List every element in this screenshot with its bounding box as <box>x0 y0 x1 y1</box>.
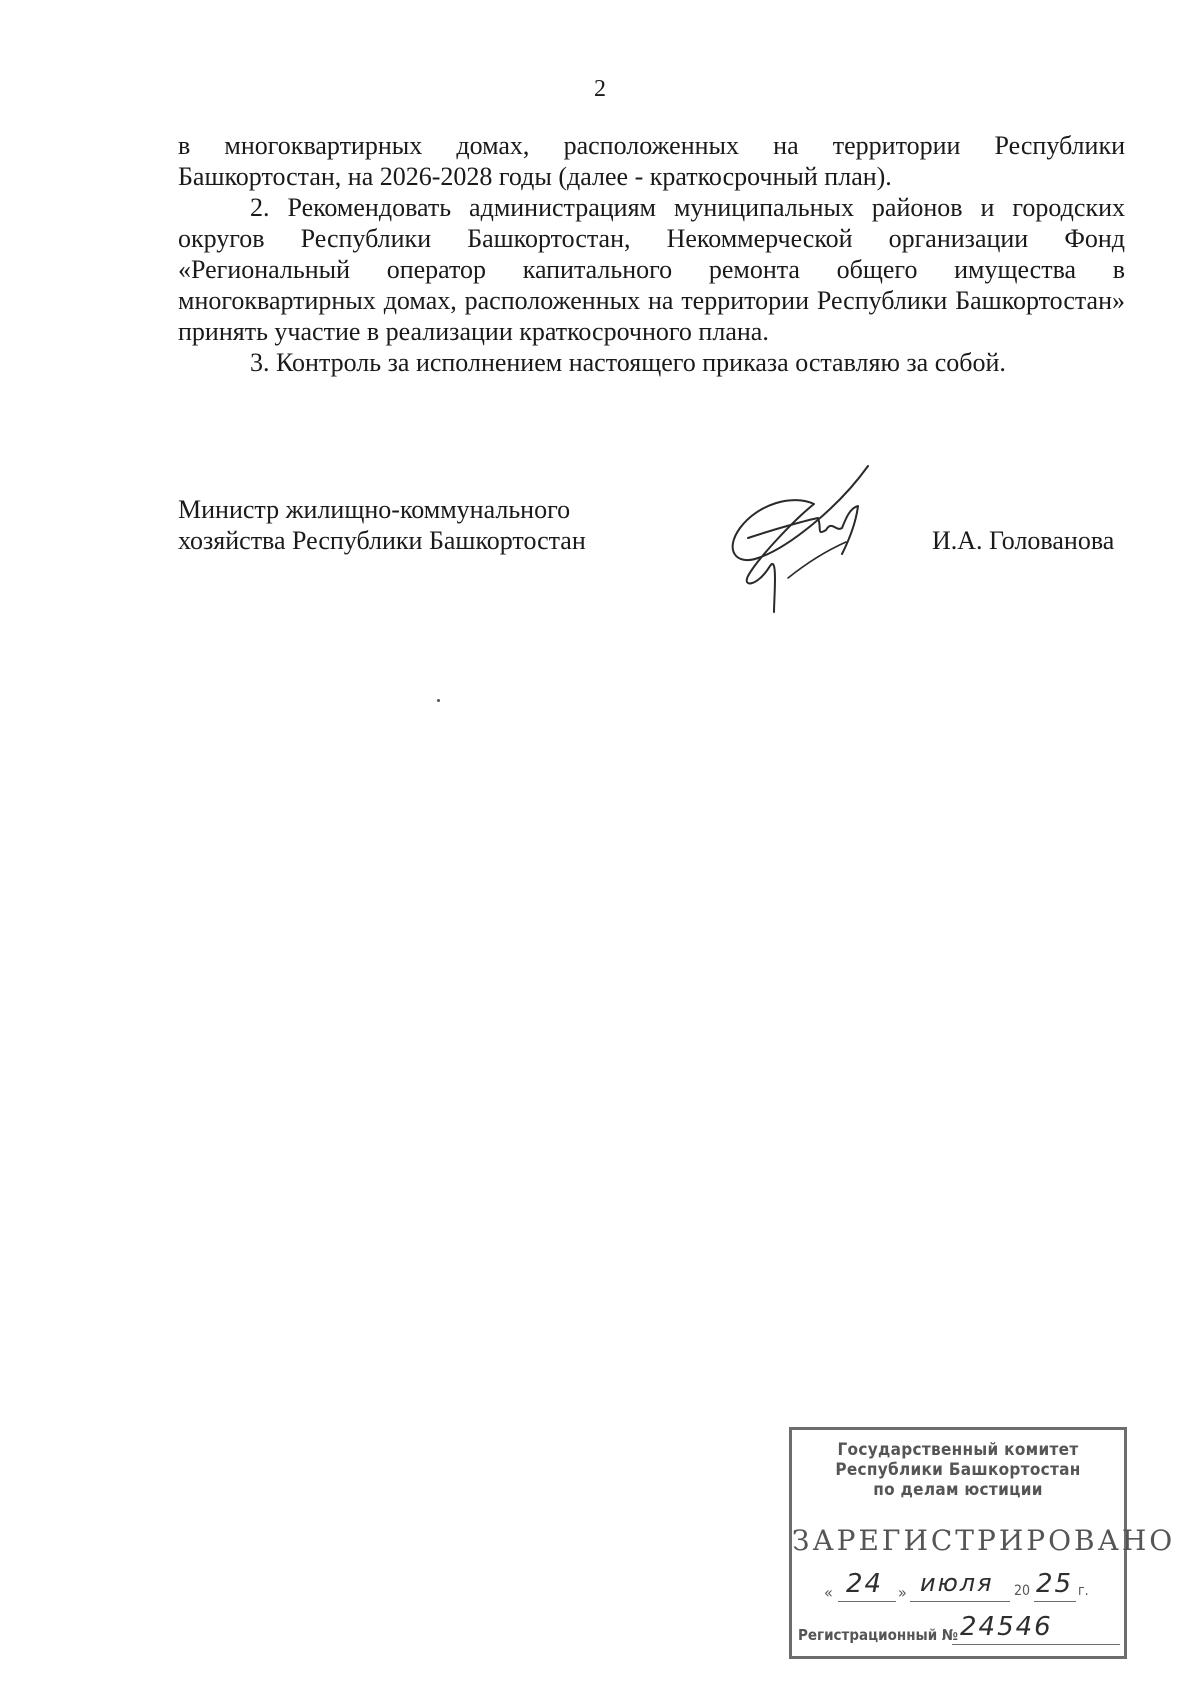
stamp-registration-row <box>792 1612 1124 1652</box>
signatory-title <box>178 494 586 556</box>
paragraph-item-3: 3. Контроль за исполнением настоящего приказа оставляю за собой. <box>250 348 1006 377</box>
stamp-org-line-1: Государственный комитет <box>837 1440 1079 1460</box>
stamp-year-line <box>1034 1601 1076 1602</box>
stamp-quote-open: « <box>824 1583 833 1602</box>
paragraph-item-2: 2. Рекомендовать администрациям муниципальных районов и городских округов Республики Башкортостан, Некоммерческой организации Фонд «Региональный оператор капитального ремонта общего имущества в многоквартирных домах, расположенных на территории Республики Башкортостан» принять участие в реализации краткосрочного плана. <box>178 193 1125 346</box>
stamp-date-row <box>792 1569 1124 1609</box>
signatory-title-line-2: хозяйства Республики Башкортостан <box>178 526 586 555</box>
stamp-day: 24 <box>846 1569 884 1599</box>
stamp-quote-close: » <box>898 1583 907 1602</box>
stamp-reg-label: Регистрационный № <box>798 1626 959 1644</box>
stamp-year-suffix: 25 <box>1036 1569 1074 1599</box>
stamp-day-line <box>838 1601 896 1602</box>
signatory-title-line-1: Министр жилищно-коммунального <box>178 495 571 524</box>
paragraph-continuation: в многоквартирных домах, расположенных на территории Республики Башкортостан, на 2026-2028 годы (далее - краткосрочный план). <box>178 131 1125 191</box>
signatory-name: И.А. Голованова <box>932 526 1115 555</box>
stamp-status: ЗАРЕГИСТРИРОВАНО <box>792 1524 1176 1557</box>
stamp-org-line-2: Республики Башкортостан <box>835 1460 1081 1480</box>
stamp-year-unit: г. <box>1078 1583 1089 1599</box>
stamp-organization <box>792 1440 1124 1500</box>
speck-dot <box>437 699 440 702</box>
page-number: 2 <box>594 76 606 102</box>
stamp-year-prefix: 20 <box>1014 1583 1031 1599</box>
stamp-reg-number: 24546 <box>960 1612 1053 1642</box>
stamp-month-line <box>910 1601 1010 1602</box>
document-body <box>178 130 1125 378</box>
stamp-reg-line <box>952 1644 1120 1645</box>
handwritten-signature <box>718 458 908 618</box>
stamp-month: июля <box>920 1569 994 1597</box>
stamp-org-line-3: по делам юстиции <box>873 1480 1043 1500</box>
registration-stamp <box>789 1427 1176 1659</box>
